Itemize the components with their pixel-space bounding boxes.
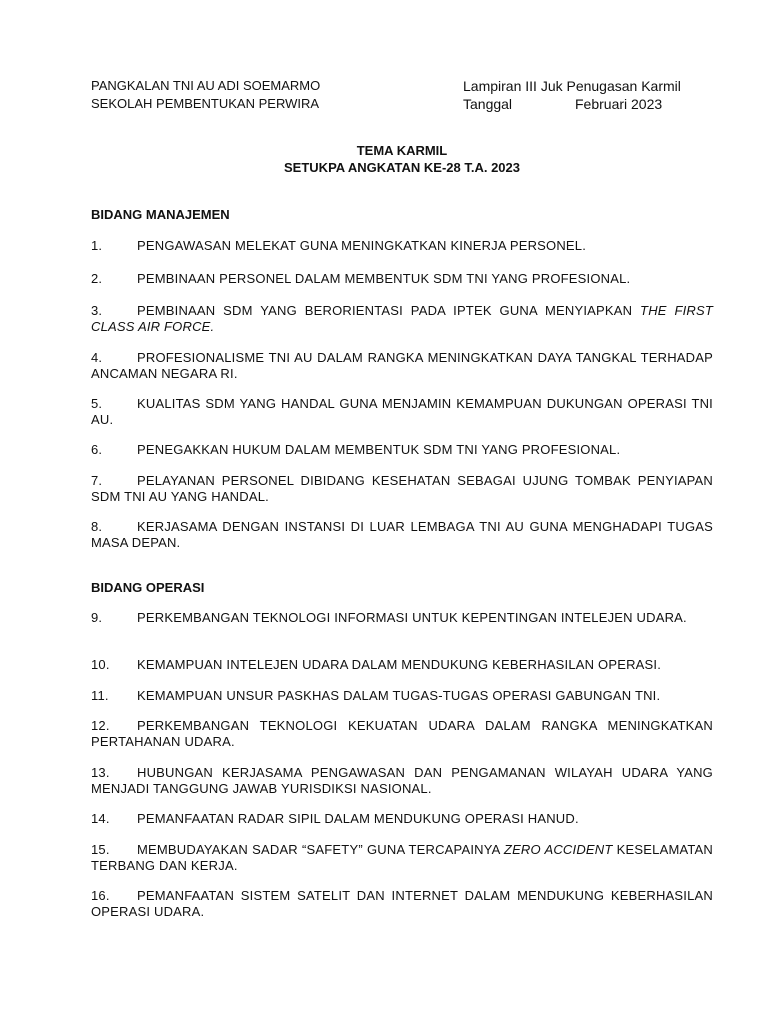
item-number: 8. [91, 519, 103, 534]
list-item [91, 271, 713, 287]
list-item [91, 350, 713, 382]
list-item [91, 718, 713, 750]
item-text: MEMBUDAYAKAN SADAR “SAFETY” GUNA TERCAPAINYA [137, 842, 500, 857]
header-left [91, 77, 421, 113]
list-item [91, 888, 713, 920]
list-item [91, 688, 713, 704]
item-text: PEMANFAATAN RADAR SIPIL DALAM MENDUKUNG OPERASI HANUD. [137, 811, 579, 826]
item-text: PENEGAKKAN HUKUM DALAM MEMBENTUK SDM TNI YANG PROFESIONAL. [137, 442, 621, 457]
item-number: 4. [91, 350, 103, 365]
list-item [91, 519, 713, 551]
list-item [91, 657, 713, 673]
item-number: 13. [91, 765, 110, 780]
item-number: 15. [91, 842, 110, 857]
item-text: PEMANFAATAN SISTEM SATELIT DAN INTERNET DALAM MENDUKUNG KEBERHASILAN OPERASI UDARA. [91, 888, 713, 919]
header-right [463, 77, 733, 113]
item-number: 9. [91, 610, 103, 625]
section-heading-manajemen: BIDANG MANAJEMEN [91, 207, 230, 222]
date-value: Februari 2023 [575, 96, 663, 112]
item-text-continued: KESELAMATAN TERBANG DAN KERJA. [91, 842, 714, 873]
header-attachment: Lampiran III Juk Penugasan Karmil [463, 78, 681, 94]
item-number: 10. [91, 657, 110, 672]
item-number: 14. [91, 811, 110, 826]
list-item [91, 442, 713, 458]
list-item [91, 811, 713, 827]
item-text: KEMAMPUAN UNSUR PASKHAS DALAM TUGAS-TUGAS OPERASI GABUNGAN TNI. [137, 688, 661, 703]
list-item [91, 238, 713, 254]
section-heading-operasi: BIDANG OPERASI [91, 580, 205, 595]
item-number: 2. [91, 271, 103, 286]
item-text: PENGAWASAN MELEKAT GUNA MENINGKATKAN KINERJA PERSONEL. [137, 238, 587, 253]
item-number: 7. [91, 473, 103, 488]
item-text: KUALITAS SDM YANG HANDAL GUNA MENJAMIN KEMAMPUAN DUKUNGAN OPERASI TNI AU. [91, 396, 713, 427]
item-italic-text: THE FIRST CLASS AIR FORCE. [91, 303, 714, 334]
date-label: Tanggal [463, 96, 513, 112]
item-text: PERKEMBANGAN TEKNOLOGI KEKUATAN UDARA DALAM RANGKA MENINGKATKAN PERTAHANAN UDARA. [91, 718, 713, 749]
item-italic-text: ZERO ACCIDENT [503, 842, 613, 857]
item-number: 11. [91, 688, 109, 703]
item-text: PEMBINAAN SDM YANG BERORIENTASI PADA IPTEK GUNA MENYIAPKAN [137, 303, 633, 318]
item-text: KEMAMPUAN INTELEJEN UDARA DALAM MENDUKUNG KEBERHASILAN OPERASI. [137, 657, 662, 672]
item-text: HUBUNGAN KERJASAMA PENGAWASAN DAN PENGAMANAN WILAYAH UDARA YANG MENJADI TANGGUNG JAWAB YURISDIKSI NASIONAL. [91, 765, 713, 796]
item-text: PELAYANAN PERSONEL DIBIDANG KESEHATAN SEBAGAI UJUNG TOMBAK PENYIAPAN SDM TNI AU YANG HANDAL. [91, 473, 713, 504]
header-date [463, 95, 733, 113]
list-item [91, 396, 713, 428]
item-text: PROFESIONALISME TNI AU DALAM RANGKA MENINGKATKAN DAYA TANGKAL TERHADAP ANCAMAN NEGARA RI. [91, 350, 713, 381]
item-text: PERKEMBANGAN TEKNOLOGI INFORMASI UNTUK KEPENTINGAN INTELEJEN UDARA. [137, 610, 687, 625]
document-subtitle: SETUKPA ANGKATAN KE-28 T.A. 2023 [284, 160, 520, 175]
list-item [91, 303, 713, 335]
item-number: 12. [91, 718, 110, 733]
header-school: SEKOLAH PEMBENTUKAN PERWIRA [91, 96, 320, 111]
list-item [91, 842, 713, 874]
item-text: KERJASAMA DENGAN INSTANSI DI LUAR LEMBAGA TNI AU GUNA MENGHADAPI TUGAS MASA DEPAN. [91, 519, 713, 550]
item-number: 5. [91, 396, 103, 411]
document-title: TEMA KARMIL [356, 143, 448, 158]
item-text: PEMBINAAN PERSONEL DALAM MEMBENTUK SDM TNI YANG PROFESIONAL. [137, 271, 631, 286]
item-number: 16. [91, 888, 110, 903]
header-institution: PANGKALAN TNI AU ADI SOEMARMO [91, 78, 321, 93]
list-item [91, 610, 713, 626]
list-item [91, 765, 713, 797]
item-number: 3. [91, 303, 103, 318]
item-number: 6. [91, 442, 103, 457]
item-number: 1. [91, 238, 103, 253]
list-item [91, 473, 713, 505]
